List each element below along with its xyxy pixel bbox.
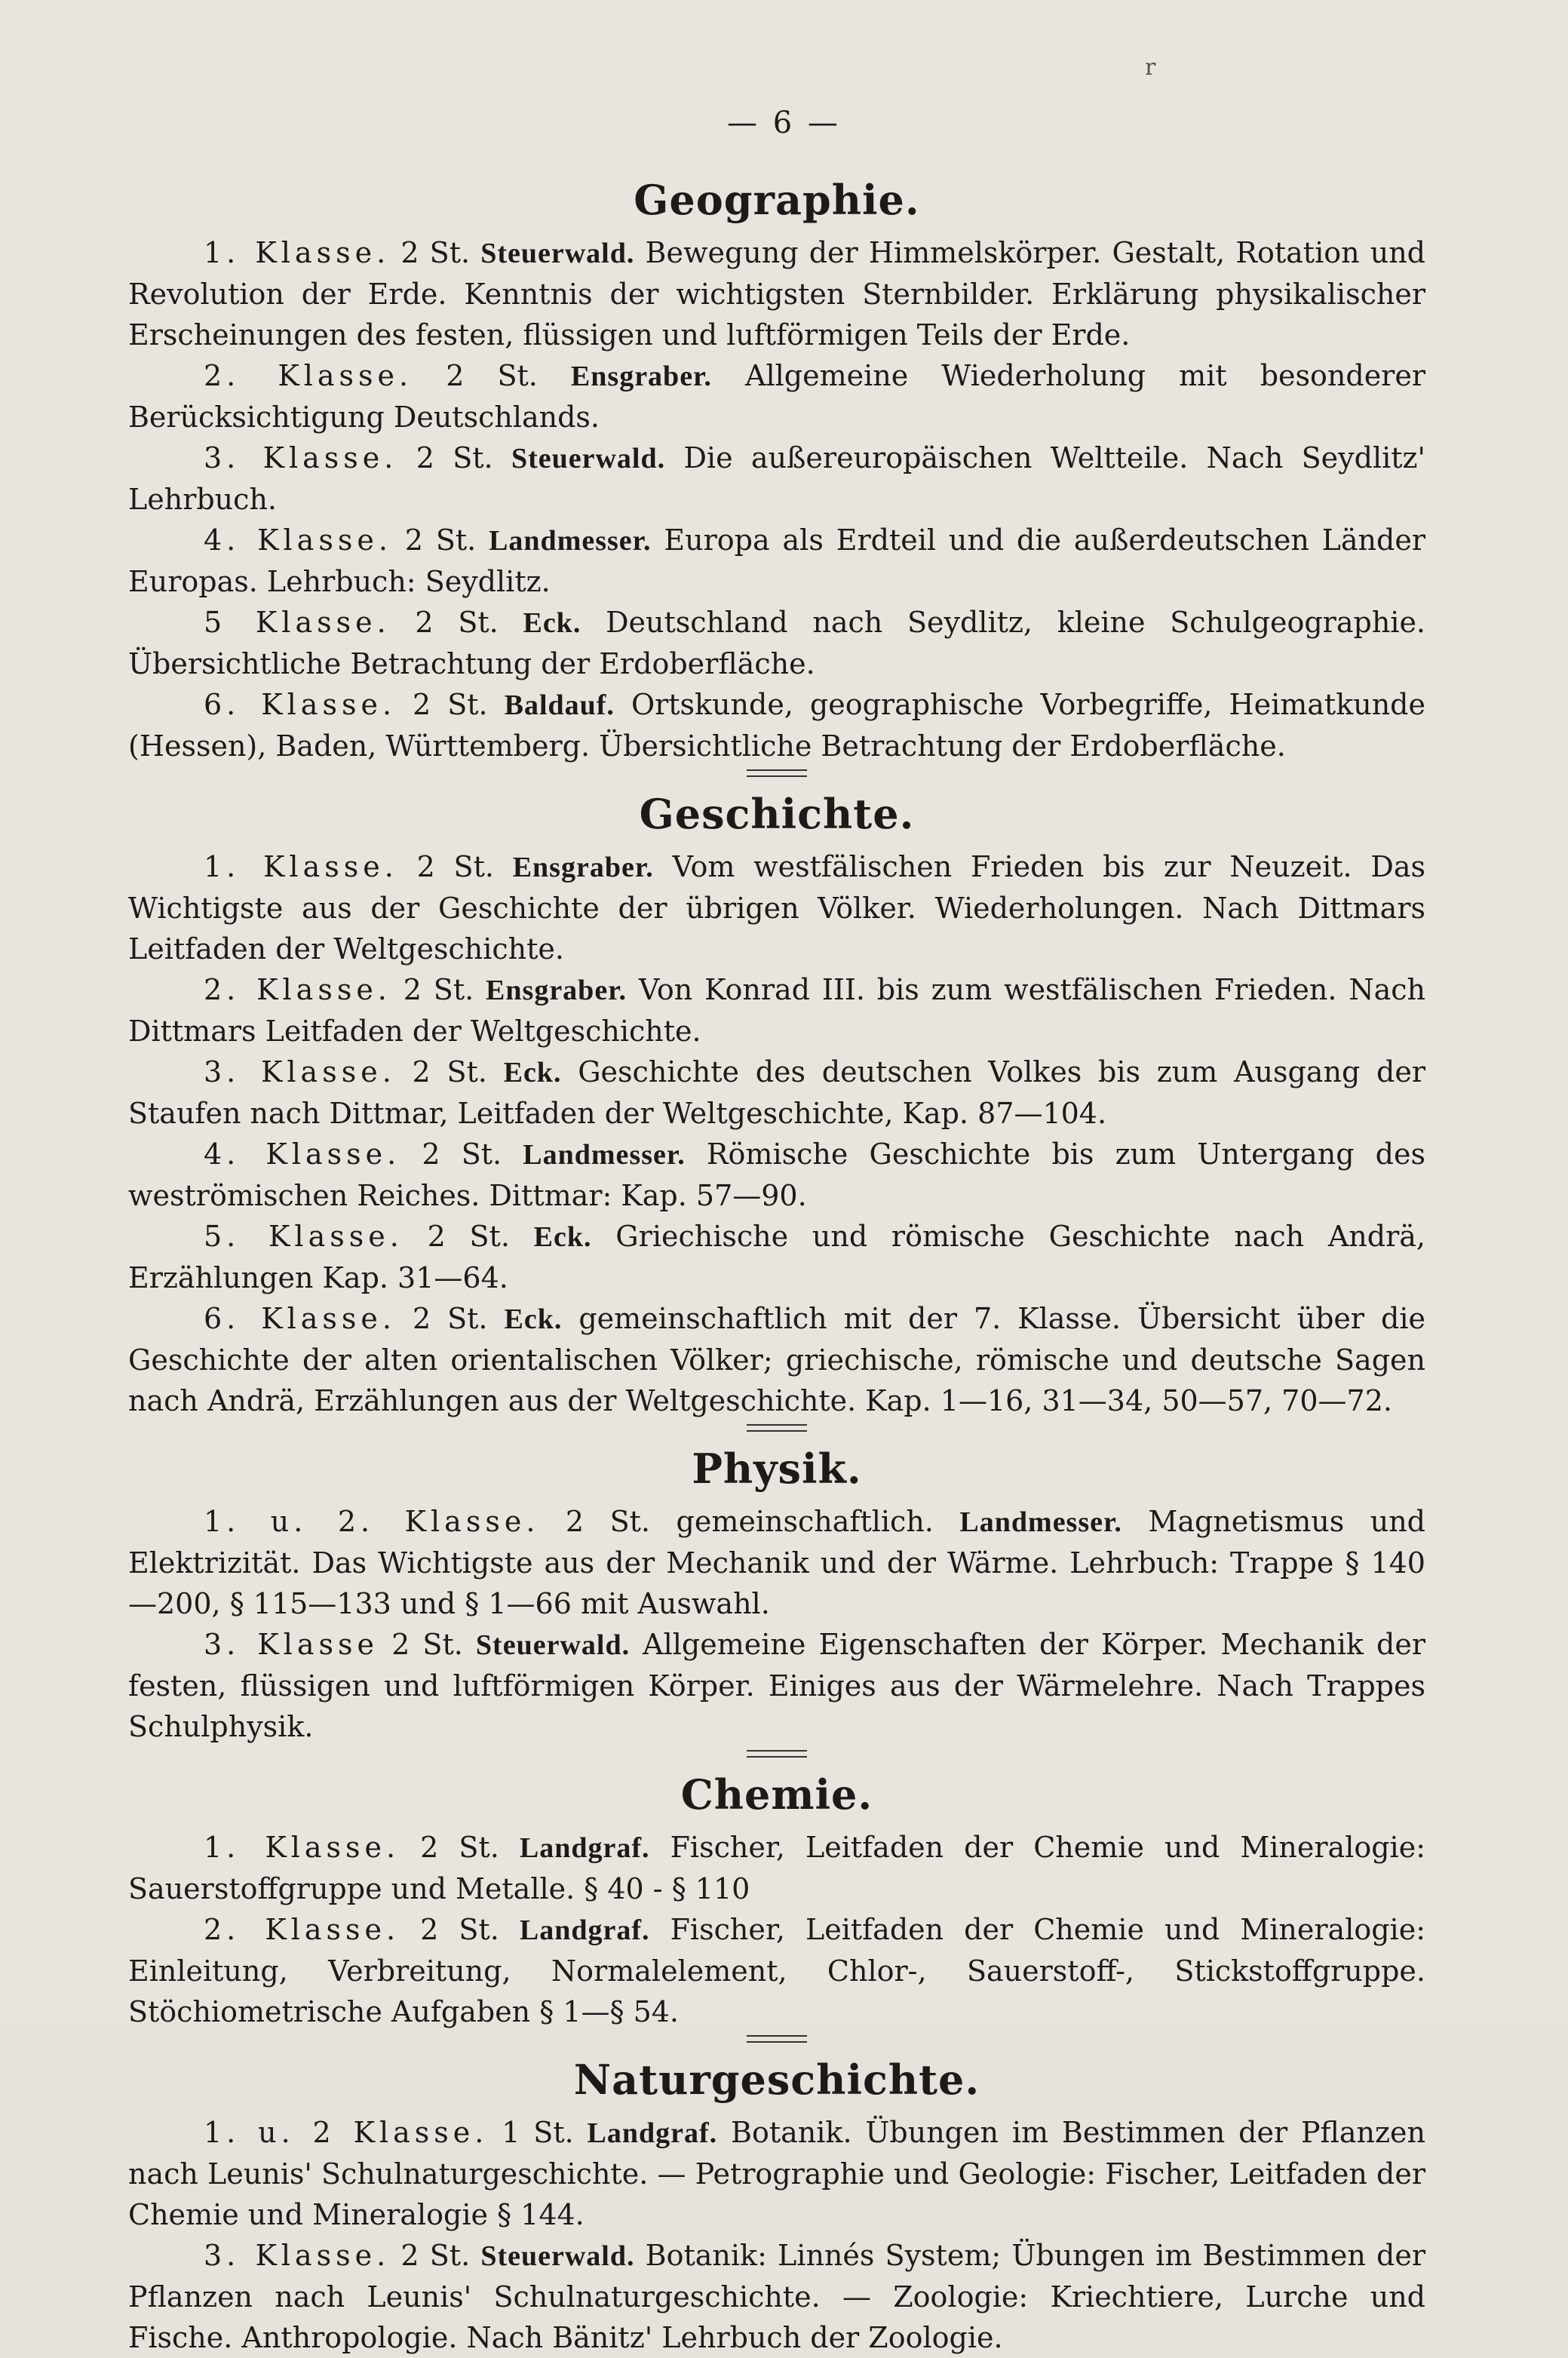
section-geographie xyxy=(128,167,1425,766)
paragraph xyxy=(128,1052,1425,1134)
teacher-name: Steuerwald. xyxy=(511,443,666,474)
teacher-name: Landmesser. xyxy=(489,525,652,557)
hours-label: 2 St. xyxy=(390,2239,481,2272)
teacher-name: Eck. xyxy=(504,1303,563,1335)
teacher-name: Steuerwald. xyxy=(475,1629,631,1661)
paragraph xyxy=(128,846,1425,969)
teacher-name: Eck. xyxy=(503,1057,562,1088)
section-divider xyxy=(747,1424,807,1432)
section-chemie xyxy=(128,1762,1425,2032)
hours-label: 2 St. xyxy=(391,973,486,1006)
paragraph-text: Fischer, Leitfaden der Chemie und Mineralogie: Einleitung, Verbreitung, Normalelement, Chlor-, Sauerstoff-, Stickstoffgruppe. Stöchiometrische Aufgaben § 1—§ 54. xyxy=(128,1913,1425,2028)
paragraph-text: Vom westfälischen Frieden bis zur Neuzeit. Das Wichtigste aus der Geschichte der übrigen Völker. Wiederholungen. Nach Dittmars Leitfaden der Weltgeschichte. xyxy=(128,850,1425,966)
klasse-label: 1. u. 2 Klasse. xyxy=(204,2116,489,2149)
hours-label: 2 St. xyxy=(403,1220,534,1253)
section-heading: Physik. xyxy=(692,1445,862,1493)
klasse-label: 3. Klasse. xyxy=(204,441,398,474)
paragraph-text: Allgemeine Wiederholung mit besonderer Berücksichtigung Deutschlands. xyxy=(128,359,1426,434)
paragraph xyxy=(128,1298,1425,1421)
paragraph-text: Botanik. Übungen im Bestimmen der Pflanzen nach Leunis' Schulnaturgeschichte. — Petrographie und Geologie: Fischer, Leitfaden der Chemie und Mineralogie § 144. xyxy=(128,2116,1426,2231)
hours-label: 2 St. xyxy=(400,1913,520,1946)
hours-label: 2 St. xyxy=(395,1055,504,1088)
paragraph xyxy=(128,232,1425,355)
paragraph xyxy=(128,438,1425,520)
paragraph xyxy=(128,684,1425,766)
section-naturgeschichte xyxy=(128,2047,1425,2358)
teacher-name: Landgraf. xyxy=(587,2117,718,2149)
paragraph-text: Ortskunde, geographische Vorbegriffe, Heimatkunde (Hessen), Baden, Württemberg. Übersichtliche Betrachtung der Erdoberfläche. xyxy=(128,688,1425,763)
section-heading: Geschichte. xyxy=(639,790,915,838)
hours-label: 1 St. xyxy=(488,2116,588,2149)
paragraph xyxy=(128,602,1425,684)
hours-label: 2 St. xyxy=(413,359,571,392)
paragraph-text: Europa als Erdteil und die außerdeutschen Länder Europas. Lehrbuch: Seydlitz. xyxy=(128,523,1426,598)
hours-label: 2 St. xyxy=(390,606,523,639)
section-divider xyxy=(747,769,807,777)
klasse-label: 1. Klasse. xyxy=(204,850,398,883)
section-heading: Geographie. xyxy=(634,176,920,224)
teacher-name: Landgraf. xyxy=(519,1914,650,1946)
paragraph-text: Botanik: Linnés System; Übungen im Bestimmen der Pflanzen nach Leunis' Schulnaturgeschichte. — Zoologie: Kriechtiere, Lurche und Fische. Anthropologie. Nach Bänitz' Lehrbuch der Zoologie. xyxy=(128,2239,1426,2354)
paragraph-text: Griechische und römische Geschichte nach Andrä, Erzählungen Kap. 31—64. xyxy=(128,1220,1425,1294)
section-heading: Naturgeschichte. xyxy=(573,2056,980,2104)
paragraph xyxy=(128,355,1425,438)
paragraph xyxy=(128,1216,1425,1298)
paragraph-text: gemeinschaftlich mit der 7. Klasse. Übersicht über die Geschichte der alten orientalischen Völker; griechische, römische und deutsche Sagen nach Andrä, Erzählungen aus der Weltgeschichte. Kap. 1—16, 31—34, 50—57, 70—72. xyxy=(128,1302,1426,1417)
klasse-label: 6. Klasse. xyxy=(204,1302,396,1335)
klasse-label: 1. Klasse. xyxy=(204,1831,400,1864)
paragraph-text: Deutschland nach Seydlitz, kleine Schulgeographie. Übersichtliche Betrachtung der Erdoberfläche. xyxy=(128,606,1426,680)
page-number: — 6 — xyxy=(727,106,841,140)
paragraph xyxy=(128,1134,1425,1216)
hours-label: 2 St. xyxy=(396,1302,505,1335)
paragraph xyxy=(128,2112,1425,2235)
teacher-name: Landmesser. xyxy=(959,1506,1122,1538)
section-heading: Chemie. xyxy=(680,1770,873,1819)
paragraph-text: Allgemeine Eigenschaften der Körper. Mechanik der festen, flüssigen und luftförmigen Körper. Einiges aus der Wärmelehre. Nach Trappes Schulphysik. xyxy=(128,1628,1425,1743)
section-divider xyxy=(747,2035,807,2043)
hours-label: 2 St. xyxy=(397,441,511,474)
hours-label: 2 St. xyxy=(400,1138,523,1171)
teacher-name: Eck. xyxy=(523,607,581,639)
paragraph-text: Römische Geschichte bis zum Untergang des weströmischen Reiches. Dittmar: Kap. 57—90. xyxy=(128,1138,1425,1212)
teacher-name: Landmesser. xyxy=(523,1139,686,1171)
klasse-label: 2. Klasse. xyxy=(204,359,413,392)
hours-label: 2 St. xyxy=(397,850,513,883)
klasse-label: 3. Klasse. xyxy=(204,2239,391,2272)
section-physik xyxy=(128,1436,1425,1747)
paragraph xyxy=(128,1909,1425,2032)
teacher-name: Baldauf. xyxy=(504,689,615,721)
teacher-name: Landgraf. xyxy=(519,1832,650,1864)
paragraph-text: Geschichte des deutschen Volkes bis zum Ausgang der Staufen nach Dittmar, Leitfaden der Weltgeschichte, Kap. 87—104. xyxy=(128,1055,1425,1130)
klasse-label: 2. Klasse. xyxy=(204,973,391,1006)
hours-label: 2 St. xyxy=(400,1831,520,1864)
hours-label: 2 St. xyxy=(379,1628,476,1661)
klasse-label: 2. Klasse. xyxy=(204,1913,400,1946)
page-content xyxy=(128,167,1425,2358)
teacher-name: Steuerwald. xyxy=(480,2240,635,2272)
teacher-name: Ensgraber. xyxy=(486,975,628,1006)
klasse-label: 1. Klasse. xyxy=(204,236,391,269)
teacher-name: Steuerwald. xyxy=(480,238,635,269)
klasse-label: 3. Klasse. xyxy=(204,1055,396,1088)
paragraph-text: Fischer, Leitfaden der Chemie und Mineralogie: Sauerstoffgruppe und Metalle. § 40 - § 110 xyxy=(128,1831,1425,1905)
paragraph xyxy=(128,1827,1425,1909)
corner-mark: r xyxy=(1145,54,1156,81)
klasse-label: 6. Klasse. xyxy=(204,688,397,721)
section-geschichte xyxy=(128,781,1425,1421)
paragraph-text: Die außereuropäischen Weltteile. Nach Seydlitz' Lehrbuch. xyxy=(128,441,1425,516)
paragraph xyxy=(128,969,1425,1052)
klasse-label: 5 Klasse. xyxy=(204,606,391,639)
klasse-label: 3. Klasse xyxy=(204,1628,379,1661)
paragraph xyxy=(128,520,1425,602)
hours-label: 2 St. xyxy=(391,523,489,557)
paragraph-text: Von Konrad III. bis zum westfälischen Frieden. Nach Dittmars Leitfaden der Weltgeschichte. xyxy=(128,973,1425,1048)
paragraph xyxy=(128,1624,1425,1747)
hours-label: 2 St. xyxy=(390,236,481,269)
paragraph xyxy=(128,2235,1425,2358)
klasse-label: 1. u. 2. Klasse. xyxy=(204,1505,540,1538)
hours-label: 2 St. gemeinschaftlich. xyxy=(539,1505,960,1538)
hours-label: 2 St. xyxy=(396,688,505,721)
teacher-name: Eck. xyxy=(533,1221,592,1253)
section-divider xyxy=(747,1750,807,1758)
teacher-name: Ensgraber. xyxy=(512,852,654,883)
klasse-label: 5. Klasse. xyxy=(204,1220,404,1253)
paragraph xyxy=(128,1501,1425,1624)
paragraph-text: Magnetismus und Elektrizität. Das Wichtigste aus der Mechanik und der Wärme. Lehrbuch: Trappe § 140—200, § 115—133 und § 1—66 mit Auswahl. xyxy=(128,1505,1425,1620)
paragraph-text: Bewegung der Himmelskörper. Gestalt, Rotation und Revolution der Erde. Kenntnis der wichtigsten Sternbilder. Erklärung physikalischer Erscheinungen des festen, flüssigen und luftförmigen Teils der Erde. xyxy=(128,236,1426,352)
klasse-label: 4. Klasse. xyxy=(204,1138,401,1171)
klasse-label: 4. Klasse. xyxy=(204,523,392,557)
teacher-name: Ensgraber. xyxy=(570,361,712,392)
